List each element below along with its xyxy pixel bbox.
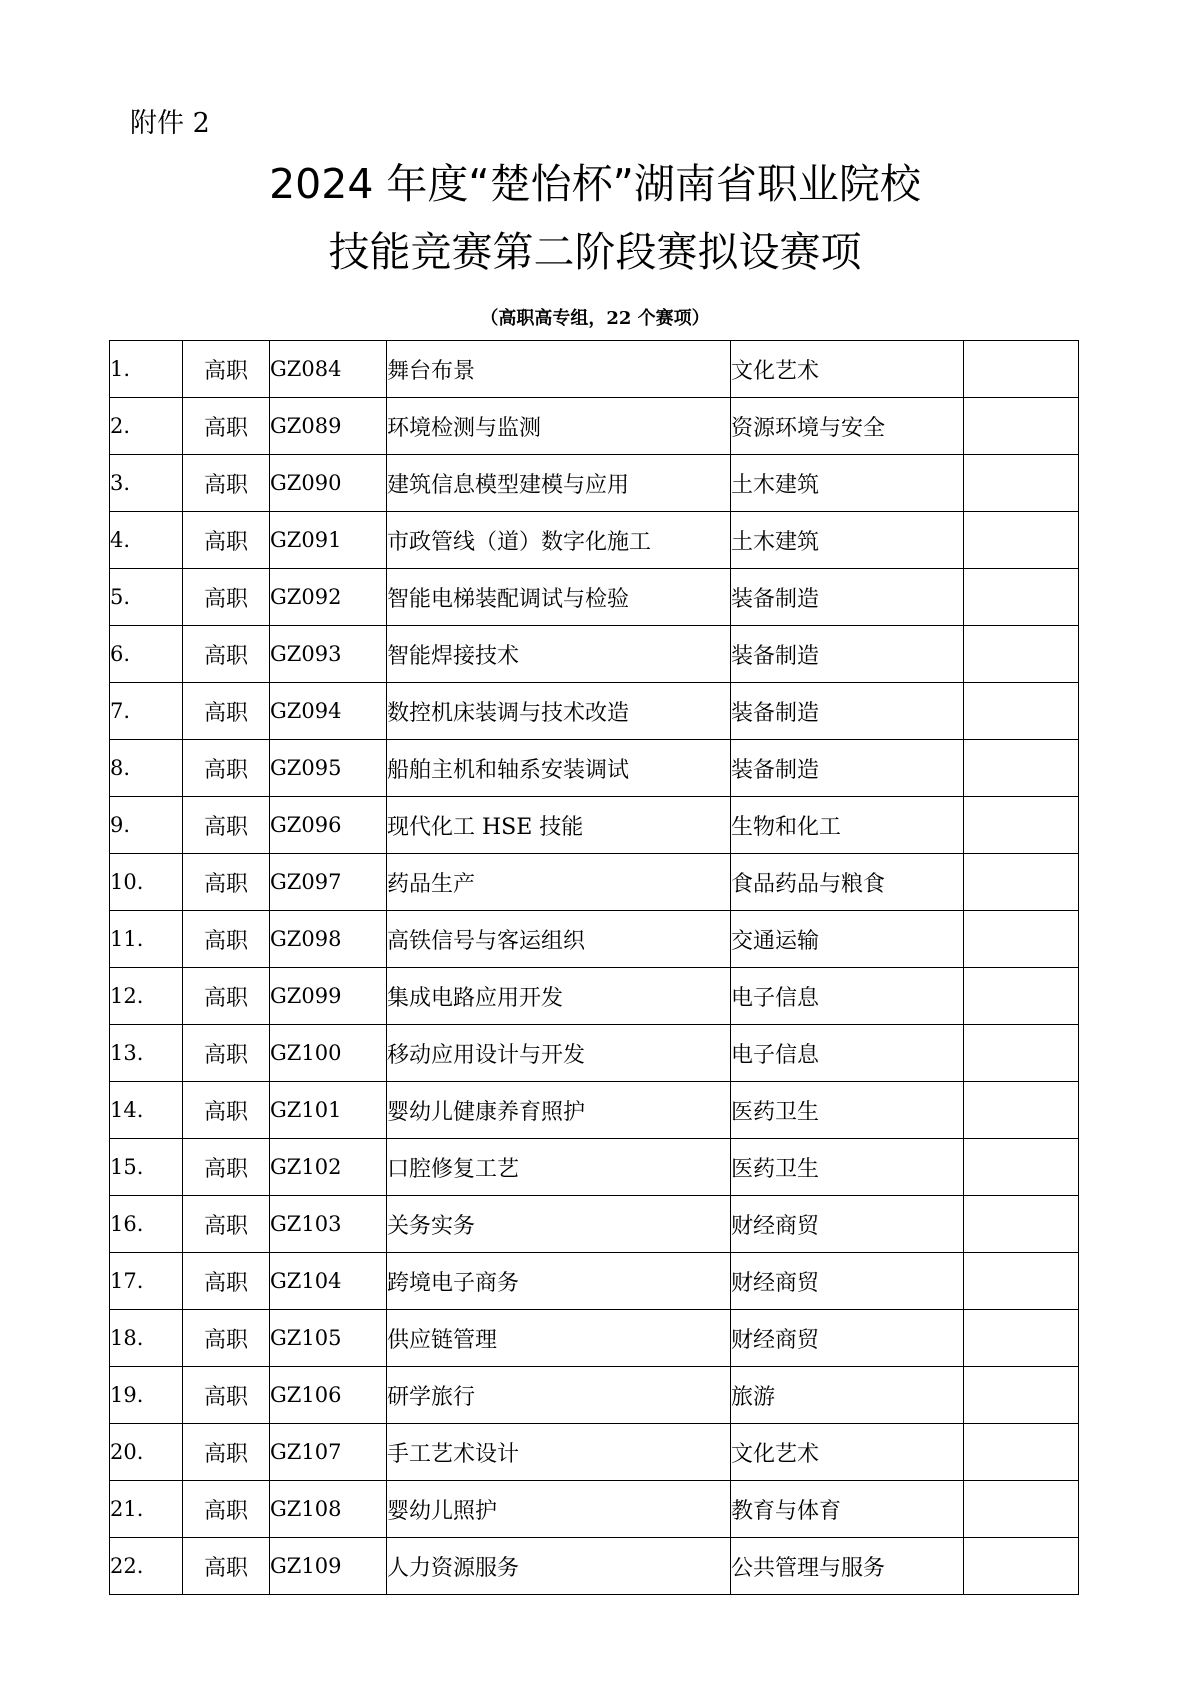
row-number: 11. xyxy=(110,911,183,968)
event-name: 环境检测与监测 xyxy=(387,398,731,455)
event-code: GZ109 xyxy=(270,1538,387,1595)
table-row xyxy=(110,512,1079,569)
education-level: 高职 xyxy=(183,626,270,683)
event-code: GZ107 xyxy=(270,1424,387,1481)
event-category: 生物和化工 xyxy=(731,797,964,854)
row-number: 20. xyxy=(110,1424,183,1481)
event-code: GZ093 xyxy=(270,626,387,683)
event-name: 关务实务 xyxy=(387,1196,731,1253)
event-category: 教育与体育 xyxy=(731,1481,964,1538)
note-cell xyxy=(964,1367,1079,1424)
table-row xyxy=(110,1025,1079,1082)
row-number: 5. xyxy=(110,569,183,626)
event-name: 手工艺术设计 xyxy=(387,1424,731,1481)
table-row xyxy=(110,911,1079,968)
education-level: 高职 xyxy=(183,797,270,854)
event-name: 船舶主机和轴系安装调试 xyxy=(387,740,731,797)
event-category: 医药卫生 xyxy=(731,1139,964,1196)
event-code: GZ091 xyxy=(270,512,387,569)
note-cell xyxy=(964,1253,1079,1310)
table-row xyxy=(110,968,1079,1025)
row-number: 6. xyxy=(110,626,183,683)
event-code: GZ084 xyxy=(270,341,387,398)
event-name: 智能电梯装配调试与检验 xyxy=(387,569,731,626)
event-category: 文化艺术 xyxy=(731,341,964,398)
row-number: 16. xyxy=(110,1196,183,1253)
note-cell xyxy=(964,512,1079,569)
event-category: 装备制造 xyxy=(731,569,964,626)
education-level: 高职 xyxy=(183,398,270,455)
row-number: 14. xyxy=(110,1082,183,1139)
note-cell xyxy=(964,1538,1079,1595)
note-cell xyxy=(964,569,1079,626)
education-level: 高职 xyxy=(183,1196,270,1253)
table-row xyxy=(110,1139,1079,1196)
education-level: 高职 xyxy=(183,854,270,911)
event-category: 装备制造 xyxy=(731,683,964,740)
document-subtitle: （高职高专组，22 个赛项） xyxy=(480,308,710,329)
row-number: 9. xyxy=(110,797,183,854)
event-code: GZ096 xyxy=(270,797,387,854)
row-number: 8. xyxy=(110,740,183,797)
event-category: 电子信息 xyxy=(731,1025,964,1082)
education-level: 高职 xyxy=(183,1082,270,1139)
note-cell xyxy=(964,1481,1079,1538)
event-name: 跨境电子商务 xyxy=(387,1253,731,1310)
table-row xyxy=(110,1253,1079,1310)
event-category: 土木建筑 xyxy=(731,455,964,512)
attachment-label: 附件 2 xyxy=(130,108,210,139)
row-number: 22. xyxy=(110,1538,183,1595)
note-cell xyxy=(964,341,1079,398)
row-number: 2. xyxy=(110,398,183,455)
event-code: GZ099 xyxy=(270,968,387,1025)
event-name: 药品生产 xyxy=(387,854,731,911)
note-cell xyxy=(964,683,1079,740)
event-category: 医药卫生 xyxy=(731,1082,964,1139)
education-level: 高职 xyxy=(183,911,270,968)
education-level: 高职 xyxy=(183,1481,270,1538)
note-cell xyxy=(964,1310,1079,1367)
event-code: GZ092 xyxy=(270,569,387,626)
row-number: 1. xyxy=(110,341,183,398)
table-row xyxy=(110,1082,1079,1139)
events-table xyxy=(109,340,1079,1595)
event-category: 资源环境与安全 xyxy=(731,398,964,455)
education-level: 高职 xyxy=(183,455,270,512)
education-level: 高职 xyxy=(183,512,270,569)
table-row xyxy=(110,1196,1079,1253)
note-cell xyxy=(964,1139,1079,1196)
table-row xyxy=(110,854,1079,911)
table-row xyxy=(110,341,1079,398)
event-category: 旅游 xyxy=(731,1367,964,1424)
event-code: GZ097 xyxy=(270,854,387,911)
table-row xyxy=(110,398,1079,455)
event-code: GZ094 xyxy=(270,683,387,740)
event-code: GZ106 xyxy=(270,1367,387,1424)
event-category: 交通运输 xyxy=(731,911,964,968)
event-name: 供应链管理 xyxy=(387,1310,731,1367)
table-row xyxy=(110,797,1079,854)
event-category: 文化艺术 xyxy=(731,1424,964,1481)
event-name: 婴幼儿照护 xyxy=(387,1481,731,1538)
event-code: GZ102 xyxy=(270,1139,387,1196)
event-code: GZ108 xyxy=(270,1481,387,1538)
note-cell xyxy=(964,968,1079,1025)
education-level: 高职 xyxy=(183,683,270,740)
row-number: 18. xyxy=(110,1310,183,1367)
event-code: GZ104 xyxy=(270,1253,387,1310)
events-table-body xyxy=(110,341,1079,1595)
education-level: 高职 xyxy=(183,569,270,626)
event-name: 建筑信息模型建模与应用 xyxy=(387,455,731,512)
event-name: 口腔修复工艺 xyxy=(387,1139,731,1196)
note-cell xyxy=(964,1196,1079,1253)
row-number: 10. xyxy=(110,854,183,911)
table-row xyxy=(110,455,1079,512)
table-row xyxy=(110,740,1079,797)
event-name: 智能焊接技术 xyxy=(387,626,731,683)
note-cell xyxy=(964,797,1079,854)
note-cell xyxy=(964,1025,1079,1082)
note-cell xyxy=(964,911,1079,968)
event-name: 集成电路应用开发 xyxy=(387,968,731,1025)
note-cell xyxy=(964,626,1079,683)
row-number: 21. xyxy=(110,1481,183,1538)
table-row xyxy=(110,1481,1079,1538)
event-name: 移动应用设计与开发 xyxy=(387,1025,731,1082)
education-level: 高职 xyxy=(183,1424,270,1481)
event-code: GZ105 xyxy=(270,1310,387,1367)
education-level: 高职 xyxy=(183,1310,270,1367)
education-level: 高职 xyxy=(183,1367,270,1424)
note-cell xyxy=(964,854,1079,911)
table-row xyxy=(110,1424,1079,1481)
note-cell xyxy=(964,398,1079,455)
education-level: 高职 xyxy=(183,341,270,398)
event-category: 财经商贸 xyxy=(731,1196,964,1253)
note-cell xyxy=(964,1082,1079,1139)
event-code: GZ089 xyxy=(270,398,387,455)
row-number: 7. xyxy=(110,683,183,740)
education-level: 高职 xyxy=(183,1139,270,1196)
event-name: 舞台布景 xyxy=(387,341,731,398)
row-number: 4. xyxy=(110,512,183,569)
row-number: 15. xyxy=(110,1139,183,1196)
table-row xyxy=(110,569,1079,626)
education-level: 高职 xyxy=(183,1025,270,1082)
row-number: 17. xyxy=(110,1253,183,1310)
table-row xyxy=(110,1310,1079,1367)
event-name: 现代化工 HSE 技能 xyxy=(387,797,731,854)
table-row xyxy=(110,683,1079,740)
document-title-line-1: 2024 年度“楚怡杯”湖南省职业院校 xyxy=(269,160,921,208)
event-category: 公共管理与服务 xyxy=(731,1538,964,1595)
document-title-line-2: 技能竞赛第二阶段赛拟设赛项 xyxy=(328,228,862,276)
event-category: 财经商贸 xyxy=(731,1253,964,1310)
event-name: 人力资源服务 xyxy=(387,1538,731,1595)
table-row xyxy=(110,626,1079,683)
event-category: 食品药品与粮食 xyxy=(731,854,964,911)
event-code: GZ100 xyxy=(270,1025,387,1082)
event-code: GZ103 xyxy=(270,1196,387,1253)
table-row xyxy=(110,1538,1079,1595)
education-level: 高职 xyxy=(183,1538,270,1595)
note-cell xyxy=(964,455,1079,512)
row-number: 12. xyxy=(110,968,183,1025)
event-name: 婴幼儿健康养育照护 xyxy=(387,1082,731,1139)
event-code: GZ090 xyxy=(270,455,387,512)
event-code: GZ098 xyxy=(270,911,387,968)
event-name: 市政管线（道）数字化施工 xyxy=(387,512,731,569)
event-name: 研学旅行 xyxy=(387,1367,731,1424)
table-row xyxy=(110,1367,1079,1424)
event-category: 电子信息 xyxy=(731,968,964,1025)
event-code: GZ095 xyxy=(270,740,387,797)
row-number: 19. xyxy=(110,1367,183,1424)
note-cell xyxy=(964,740,1079,797)
note-cell xyxy=(964,1424,1079,1481)
row-number: 3. xyxy=(110,455,183,512)
event-category: 土木建筑 xyxy=(731,512,964,569)
event-name: 数控机床装调与技术改造 xyxy=(387,683,731,740)
event-code: GZ101 xyxy=(270,1082,387,1139)
row-number: 13. xyxy=(110,1025,183,1082)
education-level: 高职 xyxy=(183,740,270,797)
event-category: 装备制造 xyxy=(731,740,964,797)
event-category: 财经商贸 xyxy=(731,1310,964,1367)
event-category: 装备制造 xyxy=(731,626,964,683)
event-name: 高铁信号与客运组织 xyxy=(387,911,731,968)
education-level: 高职 xyxy=(183,1253,270,1310)
education-level: 高职 xyxy=(183,968,270,1025)
